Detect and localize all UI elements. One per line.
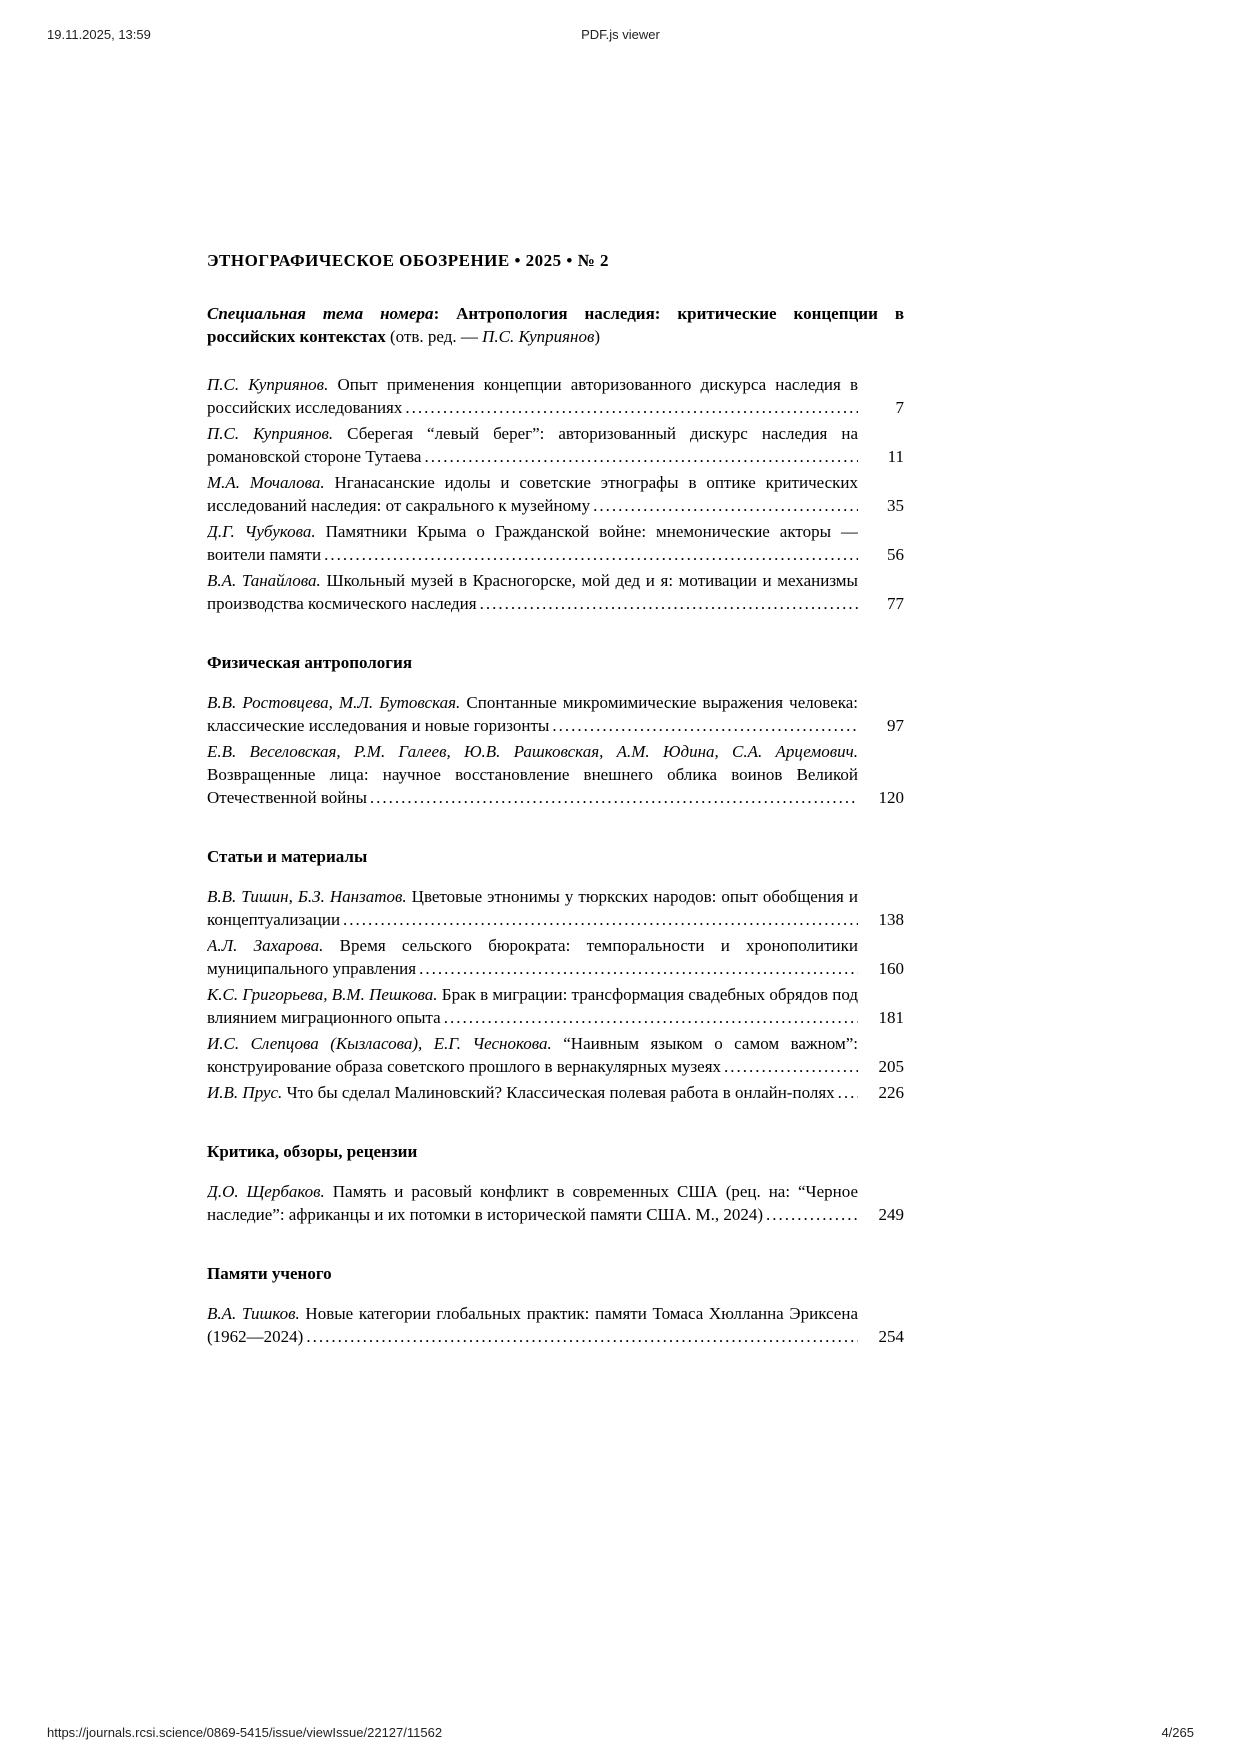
special-theme bbox=[207, 302, 904, 348]
entry-authors: В.В. Ростовцева, М.Л. Бутовская. bbox=[207, 693, 461, 712]
toc-section bbox=[207, 651, 904, 809]
journal-title: ЭТНОГРАФИЧЕСКОЕ ОБОЗРЕНИЕ • 2025 • № 2 bbox=[207, 251, 609, 270]
entry-page-number: 138 bbox=[878, 910, 904, 929]
special-theme-editor-name: П.С. Куприянов bbox=[482, 327, 595, 346]
entry-page-number: 205 bbox=[878, 1057, 904, 1076]
entry-text bbox=[207, 691, 858, 737]
document-page bbox=[207, 249, 904, 1351]
entry-authors: А.Л. Захарова. bbox=[207, 936, 324, 955]
entry-authors: И.С. Слепцова (Кызласова), Е.Г. Чеснокова. bbox=[207, 1034, 552, 1053]
entry-title: “Наивным языком о самом важном”: конструирование образа советского прошлого в вернакулярных музеях bbox=[207, 1034, 858, 1076]
special-theme-editor-suffix: ) bbox=[594, 327, 600, 346]
entry-text bbox=[207, 520, 858, 566]
entry-title: Время сельского бюрократа: темпоральности и хронополитики муниципального управления bbox=[207, 936, 858, 978]
toc-section bbox=[207, 1262, 904, 1348]
toc-entry bbox=[207, 1180, 904, 1226]
toc-section bbox=[207, 1140, 904, 1226]
entry-text bbox=[207, 1180, 858, 1226]
entry-page-number: 160 bbox=[878, 959, 904, 978]
toc-entry bbox=[207, 1032, 904, 1078]
entry-authors: К.С. Григорьева, В.М. Пешкова. bbox=[207, 985, 438, 1004]
entry-text bbox=[207, 471, 858, 517]
entry-authors: Е.В. Веселовская, Р.М. Галеев, Ю.В. Рашковская, А.М. Юдина, С.А. Арцемович. bbox=[207, 742, 858, 761]
entry-authors: В.А. Танайлова. bbox=[207, 571, 321, 590]
entry-page-number: 249 bbox=[878, 1205, 904, 1224]
entry-title: Цветовые этнонимы у тюркских народов: опыт обобщения и концептуализации bbox=[207, 887, 858, 929]
entry-page-number: 77 bbox=[887, 594, 904, 613]
toc-entry bbox=[207, 691, 904, 737]
entry-text bbox=[207, 1302, 858, 1348]
toc-entry bbox=[207, 520, 904, 566]
entry-text bbox=[207, 422, 858, 468]
entry-title: Нганасанские идолы и советские этнографы в оптике критических исследований наследия: от сакрального к музейному bbox=[207, 473, 858, 515]
print-footer-page-indicator: 4/265 bbox=[1161, 1725, 1194, 1740]
toc-section bbox=[207, 373, 904, 615]
entry-title: Спонтанные микромимические выражения человека: классические исследования и новые горизонты bbox=[207, 693, 858, 735]
toc-entry bbox=[207, 569, 904, 615]
section-heading: Памяти ученого bbox=[207, 1264, 332, 1283]
entry-authors: Д.О. Щербаков. bbox=[207, 1182, 325, 1201]
section-heading: Статьи и материалы bbox=[207, 847, 368, 866]
print-footer-url: https://journals.rcsi.science/0869-5415/issue/viewIssue/22127/11562 bbox=[47, 1725, 443, 1740]
toc-entry bbox=[207, 1302, 904, 1348]
entry-title: Сберегая “левый берег”: авторизованный дискурс наследия на романовской стороне Тутаева bbox=[207, 424, 858, 466]
entry-authors: В.А. Тишков. bbox=[207, 1304, 300, 1323]
print-header-title: PDF.js viewer bbox=[581, 27, 660, 42]
entry-page-number: 11 bbox=[887, 447, 904, 466]
toc-section bbox=[207, 845, 904, 1104]
entry-authors: М.А. Мочалова. bbox=[207, 473, 325, 492]
toc-entry bbox=[207, 373, 904, 419]
entry-title: Школьный музей в Красногорске, мой дед и я: мотивации и механизмы производства космического наследия bbox=[207, 571, 858, 613]
entry-title: Брак в миграции: трансформация свадебных обрядов под влиянием миграционного опыта bbox=[207, 985, 858, 1027]
toc-entry bbox=[207, 885, 904, 931]
entry-page-number: 7 bbox=[895, 398, 904, 417]
entry-text bbox=[207, 1032, 858, 1078]
entry-title: Что бы сделал Малиновский? Классическая полевая работа в онлайн-полях bbox=[282, 1083, 835, 1102]
entry-title: Памятники Крыма о Гражданской войне: мнемонические акторы — воители памяти bbox=[207, 522, 858, 564]
special-theme-title: : Антропология наследия: критические концепции в российских контекстах bbox=[207, 304, 905, 346]
entry-text bbox=[207, 373, 858, 419]
toc-entry bbox=[207, 422, 904, 468]
print-header-datetime: 19.11.2025, 13:59 bbox=[47, 27, 151, 42]
entry-text bbox=[207, 934, 858, 980]
special-theme-editor-prefix: (отв. ред. — bbox=[390, 327, 483, 346]
toc-entry bbox=[207, 471, 904, 517]
toc-entry bbox=[207, 983, 904, 1029]
entry-text bbox=[207, 740, 858, 809]
entry-authors: П.С. Куприянов. bbox=[207, 375, 329, 394]
entry-title: Память и расовый конфликт в современных США (рец. на: “Черное наследие”: африканцы и их потомки в исторической памяти США. М., 2024) bbox=[207, 1182, 858, 1224]
entry-page-number: 226 bbox=[878, 1083, 904, 1102]
entry-text bbox=[207, 885, 858, 931]
entry-page-number: 120 bbox=[878, 788, 904, 807]
entry-page-number: 181 bbox=[878, 1008, 904, 1027]
entry-text bbox=[207, 1081, 858, 1104]
toc-entry bbox=[207, 934, 904, 980]
entry-page-number: 56 bbox=[887, 545, 904, 564]
entry-text bbox=[207, 569, 858, 615]
entry-authors: В.В. Тишин, Б.З. Нанзатов. bbox=[207, 887, 407, 906]
entry-title: Возвращенные лица: научное восстановление внешнего облика воинов Великой Отечественной войны bbox=[207, 765, 858, 807]
special-theme-label: Специальная тема номера bbox=[207, 304, 434, 323]
entry-page-number: 97 bbox=[887, 716, 904, 735]
toc-entry bbox=[207, 1081, 904, 1104]
toc-entry bbox=[207, 740, 904, 809]
entry-authors: И.В. Прус. bbox=[207, 1083, 283, 1102]
section-heading: Критика, обзоры, рецензии bbox=[207, 1142, 418, 1161]
entry-page-number: 35 bbox=[887, 496, 904, 515]
section-heading: Физическая антропология bbox=[207, 653, 413, 672]
entry-title: Новые категории глобальных практик: памяти Томаса Хюлланна Эриксена (1962—2024) bbox=[207, 1304, 858, 1346]
entry-authors: Д.Г. Чубукова. bbox=[207, 522, 316, 541]
entry-authors: П.С. Куприянов. bbox=[207, 424, 334, 443]
entry-page-number: 254 bbox=[878, 1327, 904, 1346]
entry-text bbox=[207, 983, 858, 1029]
entry-title: Опыт применения концепции авторизованного дискурса наследия в российских исследованиях bbox=[207, 375, 858, 417]
